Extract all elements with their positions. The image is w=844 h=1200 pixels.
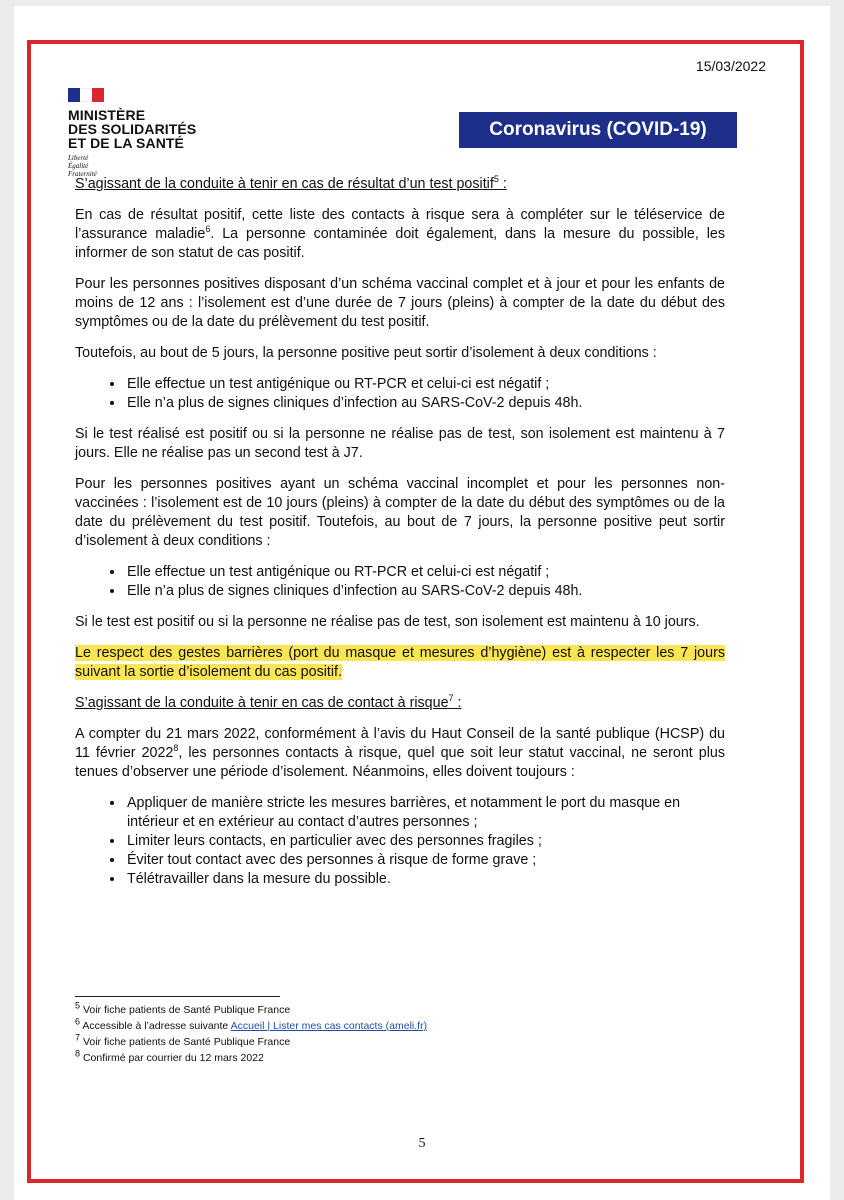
list-item: • Elle effectue un test antigénique ou RT-PCR et celui-ci est négatif ; bbox=[125, 375, 725, 394]
footnote: $^7$ Voir fiche patients de Santé Publique France bbox=[75, 1032, 291, 1048]
paragraph: Si le test est positif ou si la personne ne réalise pas de test, son isolement est maintenu à 10 jours. bbox=[75, 614, 700, 630]
ministry-name: MINISTÈRE DES SOLIDARITÉS ET DE LA SANTÉ bbox=[68, 107, 197, 151]
republic-motto: Liberté Égalité Fraternité bbox=[68, 154, 97, 178]
list-item: • Elle n’a plus de signes cliniques d’infection au SARS-CoV-2 depuis 48h. bbox=[125, 582, 725, 601]
paragraph: Pour les personnes positives disposant d’un schéma vaccinal complet et à jour et pour les enfants de moins de 12 ans : l’isolement est d’une durée de 7 jours (pleins) à compter de la date du début des symptômes ou de la date du prélèvement du test positif. bbox=[75, 276, 725, 330]
footnote-separator bbox=[75, 996, 280, 997]
document-date: 15/03/2022 bbox=[695, 58, 766, 74]
paragraph: En cas de résultat positif, cette liste des contacts à risque sera à compléter sur le téléservice de l’assurance maladie$^6$. La personne contaminée doit également, dans la mesure du possible, les informer de son statut de cas positif. bbox=[75, 207, 726, 261]
paragraph: Pour les personnes positives ayant un schéma vaccinal incomplet et pour les personnes non-vaccinées : l’isolement est de 10 jours (pleins) à compter de la date du début des symptômes ou de la date du prélèvement du test positif. Toutefois, au bout de 7 jours, la personne positive peut sortir d’isolement à deux conditions : bbox=[75, 476, 725, 549]
footnote: $^5$ Voir fiche patients de Santé Publique France bbox=[75, 1000, 291, 1016]
list-item: • Elle effectue un test antigénique ou RT-PCR et celui-ci est négatif ; bbox=[125, 563, 725, 582]
paragraph: A compter du 21 mars 2022, conformément à l’avis du Haut Conseil de la santé publique (HCSP) du 11 février 2022$^8$, les personnes contacts à risque, quel que soit leur statut vaccinal, ne seront plus tenues d’observer une période d’isolement. Néanmoins, elles doivent toujours : bbox=[75, 726, 725, 780]
list-item: • Appliquer de manière stricte les mesures barrières, et notamment le port du masque en intérieur et en extérieur au contact d’autres personnes ; bbox=[125, 794, 725, 832]
document-body bbox=[75, 175, 725, 901]
footnote: $^6$ Accessible à l’adresse suivante Accueil | Lister mes cas contacts (ameli.fr) bbox=[75, 1016, 428, 1032]
list-item: • Limiter leurs contacts, en particulier avec des personnes fragiles ; bbox=[125, 832, 725, 851]
bullet-list bbox=[75, 563, 725, 601]
list-item: • Télétravailler dans la mesure du possible. bbox=[125, 870, 725, 889]
paragraph: Si le test réalisé est positif ou si la personne ne réalise pas de test, son isolement est maintenu à 7 jours. Elle ne réalise pas un second test à J7. bbox=[75, 426, 725, 461]
bullet-list bbox=[75, 375, 725, 413]
list-item: • Éviter tout contact avec des personnes à risque de forme grave ; bbox=[125, 851, 725, 870]
covid-banner: Coronavirus (COVID-19) bbox=[459, 112, 737, 148]
ministry-logo bbox=[68, 88, 196, 178]
page-number: 5 bbox=[418, 1136, 426, 1151]
highlighted-paragraph: Le respect des gestes barrières (port du masque et mesures d’hygiène) est à respecter les 7 jours suivant la sortie d’isolement du cas positif. bbox=[75, 645, 725, 680]
french-flag-icon bbox=[68, 88, 104, 102]
list-item: • Elle n’a plus de signes cliniques d’infection au SARS-CoV-2 depuis 48h. bbox=[125, 394, 725, 413]
section-heading: S’agissant de la conduite à tenir en cas de résultat d’un test positif$^5$ : bbox=[75, 174, 507, 192]
footnotes bbox=[75, 1002, 427, 1066]
bullet-list bbox=[75, 794, 725, 889]
section-heading: S’agissant de la conduite à tenir en cas de contact à risque$^7$ : bbox=[75, 693, 462, 711]
paragraph: Toutefois, au bout de 5 jours, la personne positive peut sortir d’isolement à deux conditions : bbox=[75, 345, 657, 361]
ameli-link[interactable]: Accueil | Lister mes cas contacts (ameli.fr) bbox=[230, 1020, 428, 1032]
footnote: $^8$ Confirmé par courrier du 12 mars 2022 bbox=[75, 1048, 264, 1064]
